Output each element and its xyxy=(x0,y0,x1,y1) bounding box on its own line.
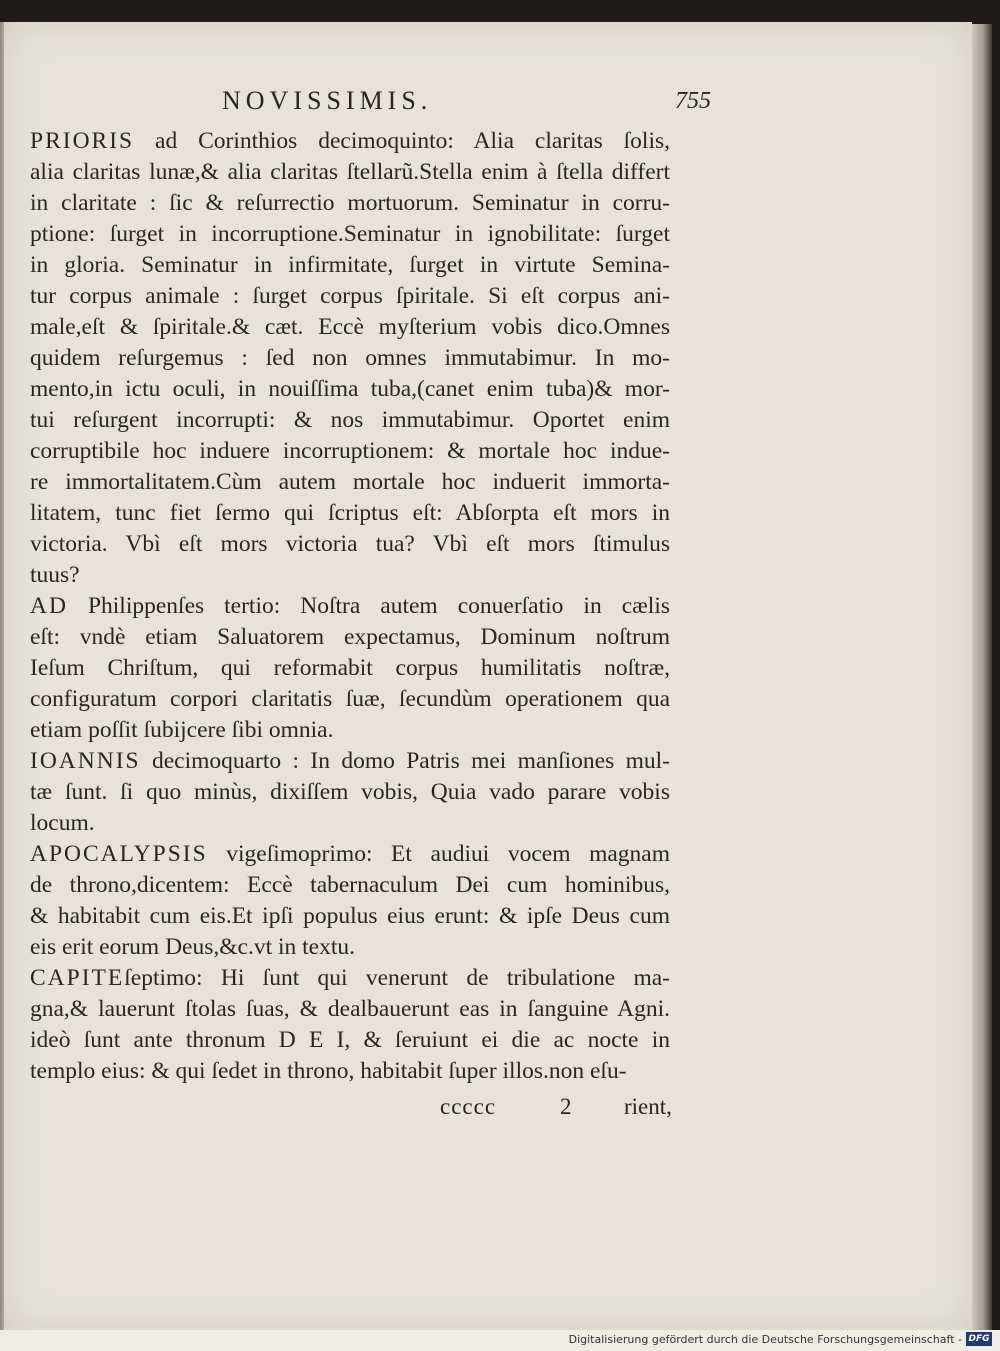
text-line xyxy=(30,157,670,188)
line-text: male,eſt & ſpiritale.& cæt. Eccè myſterium vobis dico.Omnes xyxy=(30,314,670,340)
line-text: tur corpus animale : ſurget corpus ſpiritale. Si eſt corpus ani- xyxy=(30,283,670,309)
text-line xyxy=(30,746,670,777)
line-text: in claritate : ſic & reſurrectio mortuorum. Seminatur in corru- xyxy=(30,190,670,216)
text-line xyxy=(30,281,670,312)
text-line xyxy=(30,436,670,467)
text-line xyxy=(30,870,670,901)
line-text: victoria. Vbì eſt mors victoria tua? Vbì eſt mors ſtimulus xyxy=(30,531,670,557)
line-text: & habitabit cum eis.Et ipſi populus eius erunt: & ipſe Deus cum xyxy=(30,903,670,929)
text-line xyxy=(30,591,670,622)
text-line xyxy=(30,405,670,436)
line-text: templo eius: & qui ſedet in throno, habitabit ſuper illos.non eſu- xyxy=(30,1058,627,1084)
text-line xyxy=(30,1025,670,1056)
line-text: de throno,dicentem: Eccè tabernaculum Dei cum hominibus, xyxy=(30,872,670,898)
text-line xyxy=(30,343,670,374)
line-text: gna,& lauerunt ſtolas ſuas, & dealbauerunt eas in ſanguine Agni. xyxy=(30,996,670,1022)
text-line xyxy=(30,653,670,684)
text-line xyxy=(30,932,670,963)
text-line xyxy=(30,126,670,157)
line-text: tuus? xyxy=(30,562,80,588)
line-text: Philippenſes tertio: Noſtra autem conuerſatio in cælis xyxy=(67,593,670,619)
page-header xyxy=(0,82,1000,122)
line-text: Ieſum Chriſtum, qui reformabit corpus humilitatis noſtræ, xyxy=(30,655,670,681)
paragraph-lead-word: IOANNIS xyxy=(30,748,141,774)
text-line xyxy=(30,994,670,1025)
line-text: re immortalitatem.Cùm autem mortale hoc induerit immorta- xyxy=(30,469,670,495)
paragraph-lead-word: PRIORIS xyxy=(30,128,135,154)
paragraph-lead-word: APOCALYPSIS xyxy=(30,841,208,867)
credit-text: Digitalisierung gefördert durch die Deutsche Forschungsgemeinschaft - xyxy=(568,1333,962,1346)
line-text: ideò ſunt ante thronum D E I, & ſeruiunt ei die ac nocte in xyxy=(30,1027,670,1053)
running-title: NOVISSIMIS. xyxy=(222,86,433,115)
line-text: alia claritas lunæ,& alia claritas ſtellarũ.Stella enim à ſtella differt xyxy=(30,159,670,185)
line-text: configuratum corpori claritatis ſuæ, ſecundùm operationem qua xyxy=(30,686,670,712)
text-line xyxy=(30,188,670,219)
line-text: tui reſurgent incorrupti: & nos immutabimur. Oportet enim xyxy=(30,407,670,433)
line-text: tæ ſunt. ſi quo minùs, dixiſſem vobis, Quia vado parare vobis xyxy=(30,779,670,805)
page-right-edge xyxy=(972,24,992,1330)
text-line xyxy=(30,374,670,405)
text-line xyxy=(30,715,670,746)
line-text: locum. xyxy=(30,810,95,836)
line-text: mento,in ictu oculi, in nouiſſima tuba,(canet enim tuba)& mor- xyxy=(30,376,670,402)
text-line xyxy=(30,901,670,932)
paragraph-lead-word: CAPITE xyxy=(30,965,125,991)
line-text: litatem, tunc fiet ſermo qui ſcriptus eſt: Abſorpta eſt mors in xyxy=(30,500,670,526)
line-text: quidem reſurgemus : ſed non omnes immutabimur. In mo- xyxy=(30,345,670,371)
line-text: corruptibile hoc induere incorruptionem: & mortale hoc indue- xyxy=(30,438,670,464)
line-text: ptione: ſurget in incorruptione.Seminatur in ignobilitate: ſurget xyxy=(30,221,670,247)
body-text xyxy=(30,126,670,1087)
text-line xyxy=(30,684,670,715)
line-text: in gloria. Seminatur in infirmitate, ſurget in virtute Semina- xyxy=(30,252,670,278)
text-line xyxy=(30,777,670,808)
text-line xyxy=(30,622,670,653)
text-line xyxy=(30,963,670,994)
text-line xyxy=(30,250,670,281)
line-text: ad Corinthios decimoquinto: Alia claritas ſolis, xyxy=(134,128,670,154)
signature-number: 2 xyxy=(560,1094,572,1119)
page-number: 755 xyxy=(675,88,711,114)
line-text: decimoquarto : In domo Patris mei manſiones mul- xyxy=(140,748,670,774)
text-line xyxy=(30,808,670,839)
text-line xyxy=(30,312,670,343)
line-text: eis erit eorum Deus,&c.vt in textu. xyxy=(30,934,356,960)
dfg-logo: DFG xyxy=(966,1332,992,1346)
catchword: rient, xyxy=(624,1094,672,1119)
text-line xyxy=(30,529,670,560)
credit-bar xyxy=(0,1330,1000,1351)
text-line xyxy=(30,467,670,498)
text-line xyxy=(30,1056,670,1087)
line-text: ſeptimo: Hi ſunt qui venerunt de tribulatione ma- xyxy=(124,965,670,991)
text-line xyxy=(30,839,670,870)
signature-mark: ccccc xyxy=(440,1094,497,1119)
text-line xyxy=(30,498,670,529)
text-line xyxy=(30,560,670,591)
line-text: eſt: vndè etiam Saluatorem expectamus, Dominum noſtrum xyxy=(30,624,670,650)
text-line xyxy=(30,219,670,250)
paragraph-lead-word: AD xyxy=(30,593,68,619)
line-text: vigeſimoprimo: Et audiui vocem magnam xyxy=(207,841,670,867)
line-text: etiam poſſit ſubijcere ſibi omnia. xyxy=(30,717,334,743)
